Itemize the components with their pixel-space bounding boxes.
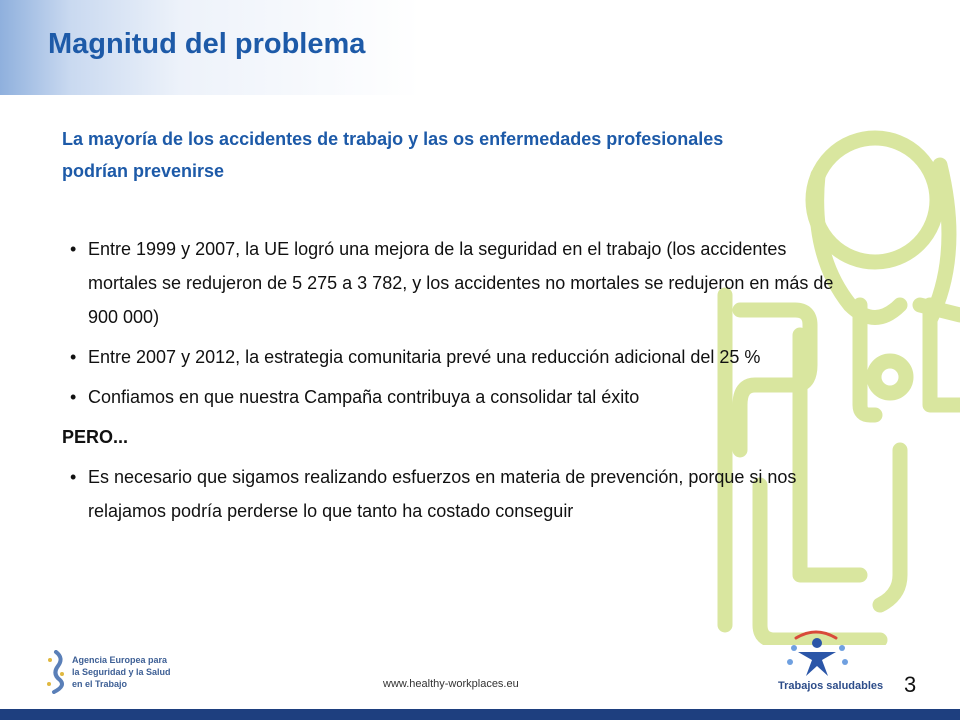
- agency-emblem-icon: [44, 650, 68, 694]
- bullet-text: Entre 2007 y 2012, la estrategia comunitaria prevé una reducción adicional del 25 %: [88, 347, 761, 367]
- bullet-text: Confiamos en que nuestra Campaña contribuya a consolidar tal éxito: [88, 387, 640, 407]
- bullet-item: [62, 340, 852, 374]
- slide-subtitle: La mayoría de los accidentes de trabajo y las os enfermedades profesionales podrían prevenirse: [62, 129, 724, 181]
- bullet-dot: •: [70, 467, 77, 487]
- bullet-item: [62, 380, 852, 414]
- bullet-text: Entre 1999 y 2007, la UE logró una mejora de la seguridad en el trabajo (los accidentes mortales se redujeron de 5 275 a 3 782, y los accidentes no mortales se redujeron en más de 900 000): [88, 239, 834, 327]
- footer-url: www.healthy-workplaces.eu: [383, 678, 519, 690]
- campaign-logo: [770, 622, 890, 702]
- page-number: 3: [904, 672, 917, 697]
- campaign-emblem-icon: [770, 622, 890, 680]
- slide-body: [62, 232, 852, 534]
- page-title: Magnitud del problema: [48, 28, 366, 60]
- bullet-dot: •: [70, 387, 77, 407]
- bullet-dot: •: [70, 347, 77, 367]
- pero-heading: PERO...: [62, 427, 129, 447]
- campaign-logo-caption: Trabajos saludables: [778, 680, 884, 692]
- bullet-item: [62, 232, 852, 334]
- bullet-item: [62, 460, 852, 528]
- bullet-text: Es necesario que sigamos realizando esfuerzos en materia de prevención, porque si nos relajamos podría perderse lo que tanto ha costado conseguir: [88, 467, 797, 521]
- agency-logo: [44, 650, 194, 696]
- agency-logo-text: Agencia Europea para la Seguridad y la Salud en el Trabajo: [72, 655, 171, 689]
- bottom-bar: [0, 709, 960, 720]
- bullet-dot: •: [70, 239, 77, 259]
